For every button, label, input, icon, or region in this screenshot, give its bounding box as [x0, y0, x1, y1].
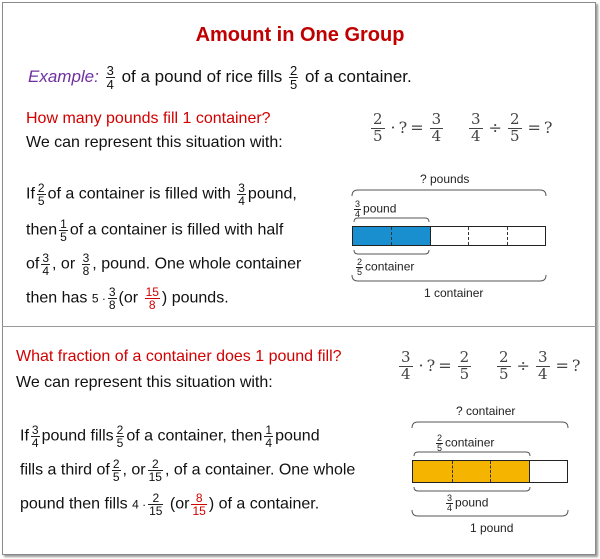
section2-line-2: fills a third of $\frac{2}{5}$ , or $\frac{2}{15}$ , of a container. One whole	[20, 457, 356, 484]
section1-line-1: If $\frac{2}{5}$ of a container is filled with $\frac{3}{4}$ pound,	[26, 181, 297, 208]
section1-equation-1: $\frac{2}{5}$ · ? = $\frac{3}{4}$	[373, 110, 442, 145]
example-text-1: of a pound of rice fills	[121, 66, 283, 86]
bar-fill	[413, 461, 529, 482]
diagram2-bottom-label: 1 pound	[470, 521, 514, 535]
page-title: Amount in One Group	[195, 24, 405, 46]
section1-equation-2: $\frac{3}{4}$ ÷ $\frac{2}{5}$ = ?	[471, 110, 553, 145]
diagram2-container-label: $\frac{2}{5}$ container	[437, 433, 495, 453]
section1-line-2: then $\frac{1}{5}$ of a container is filled with half	[26, 217, 284, 244]
diagram2-pound-label: $\frac{3}{4}$ pound	[447, 493, 489, 513]
bar-segment-divider	[507, 227, 508, 245]
bar-segment-divider	[529, 461, 530, 482]
diagram2-bar	[412, 460, 568, 483]
bar-segment-divider	[452, 461, 453, 482]
diagram2-top-label: ? container	[456, 404, 516, 418]
example-fraction-2: $\frac{2}{5}$	[289, 63, 298, 92]
section2-line-1: If $\frac{3}{4}$ pound fills $\frac{2}{5}$ of a container, then $\frac{1}{4}$ pound	[20, 423, 320, 450]
section1-question: How many pounds fill 1 container?	[26, 110, 271, 127]
section1-represent: We can represent this situation with:	[26, 134, 283, 151]
diagram1-top-label: ? pounds	[420, 172, 470, 186]
bar-segment-divider	[430, 227, 431, 245]
diagram1-bar	[352, 226, 546, 246]
diagram1-part-label: $\frac{3}{4}$ pound	[355, 199, 397, 219]
example-label: Example:	[28, 66, 99, 86]
section1-line-3: of $\frac{3}{4}$ , or $\frac{3}{8}$ , pound. One whole container	[26, 251, 302, 278]
section2-equation-2: $\frac{2}{5}$ ÷ $\frac{3}{4}$ = ?	[499, 348, 581, 383]
example-text-2: of a container.	[304, 66, 412, 86]
diagram1-container-label: $\frac{2}{5}$ container	[357, 257, 415, 277]
diagram1-bottom-label: 1 container	[424, 286, 484, 300]
bar-segment-divider	[391, 227, 392, 245]
section2-equation-1: $\frac{3}{4}$ · ? = $\frac{2}{5}$	[401, 348, 470, 383]
example-fraction-1: $\frac{3}{4}$	[106, 63, 114, 92]
section2-represent: We can represent this situation with:	[16, 374, 273, 391]
section2-question: What fraction of a container does 1 pound fill?	[16, 348, 342, 365]
section1-line-4: then has 5 · $\frac{3}{8}$ (or $\frac{15}{8}$ ) pounds.	[26, 285, 229, 312]
section2-line-3: pound then fills 4 · $\frac{2}{15}$ (or $\frac{8}{15}$ ) of a container.	[20, 491, 320, 518]
bar-segment-divider	[490, 461, 491, 482]
bar-segment-divider	[468, 227, 469, 245]
